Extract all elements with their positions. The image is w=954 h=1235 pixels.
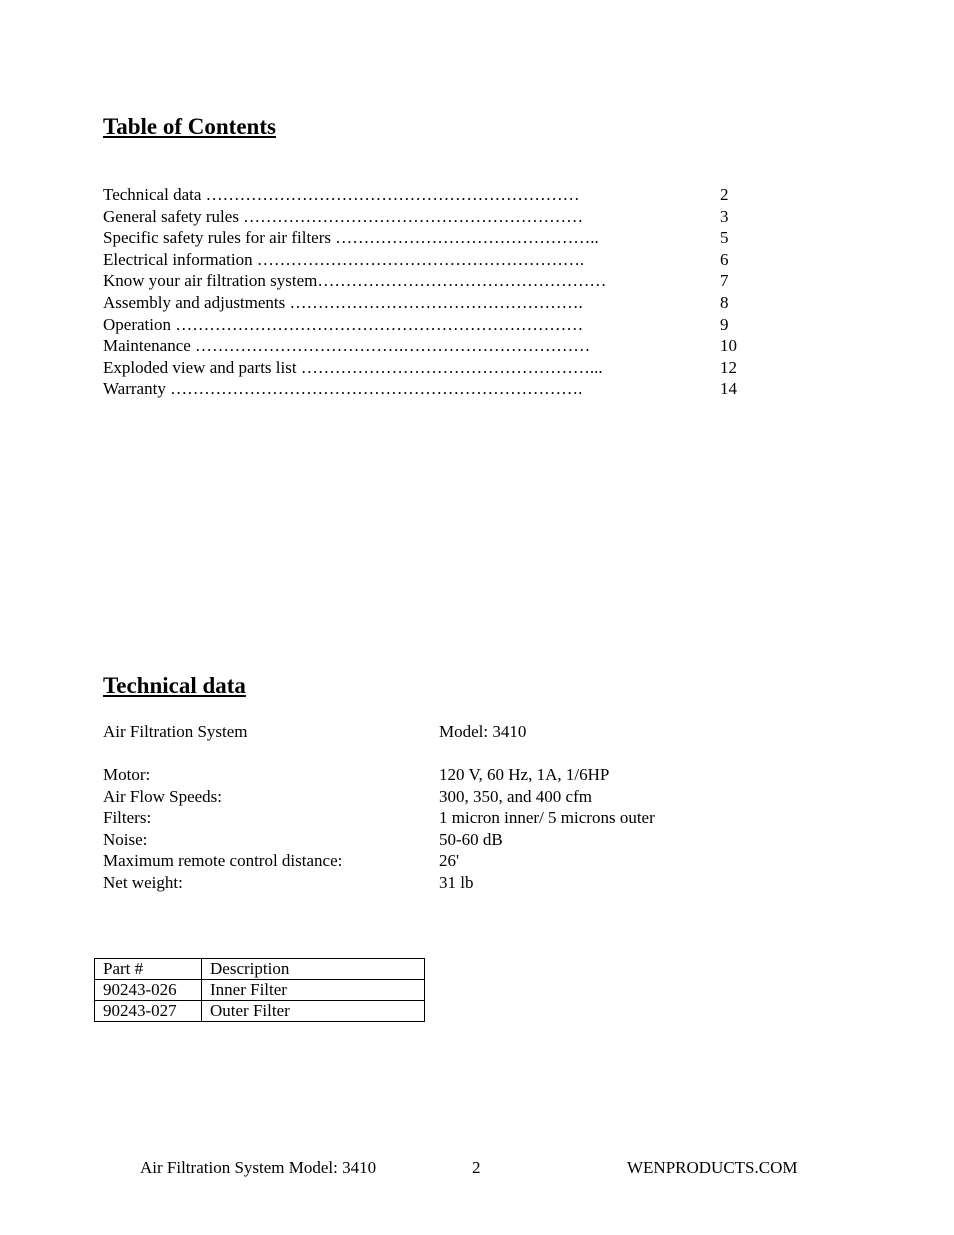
spec-list [103,764,803,894]
product-name: Air Filtration System [103,722,248,741]
toc-entry[interactable] [103,249,753,271]
part-description-cell: Outer Filter [202,1001,425,1022]
toc-entry-page: 8 [720,292,729,312]
part-number-cell: 90243-027 [95,1001,202,1022]
footer-website[interactable]: WENPRODUCTS.COM [627,1158,798,1177]
table-header-row [95,959,425,980]
toc-entry[interactable] [103,292,753,314]
toc-entry-label: Exploded view and parts list ……………………………………………... [103,357,603,377]
toc-entry-page: 10 [720,336,737,356]
spec-row [103,807,803,829]
footer-page-number: 2 [472,1158,481,1177]
toc-entry-page: 2 [720,185,729,204]
spec-label: Maximum remote control distance: [103,851,343,871]
product-model: Model: 3410 [439,722,527,741]
toc-entry-label: General safety rules …………………………………………………… [103,206,584,226]
spec-row [103,850,803,872]
table-row [95,980,425,1001]
toc-entry-page: 9 [720,314,729,334]
toc-entry-label: Electrical information …………………………………………………. [103,249,585,269]
spec-row [103,786,803,808]
spec-row [103,872,803,894]
toc-entry-label: Maintenance ……………………………….…………………………… [103,336,591,356]
toc-entry-label: Warranty ………………………………………………………………. [103,379,583,399]
spec-value: 300, 350, and 400 cfm [439,786,592,806]
toc-entry[interactable] [103,357,753,379]
toc-entry-page: 3 [720,206,729,226]
spec-row [103,764,803,786]
toc-entry-page: 14 [720,379,737,399]
toc-entry[interactable] [103,227,753,249]
toc-entry-page: 5 [720,228,729,248]
spec-value: 1 micron inner/ 5 microns outer [439,808,655,828]
toc-entry[interactable] [103,314,753,336]
toc-entry[interactable] [103,206,753,228]
spec-label: Net weight: [103,872,183,892]
toc-entry[interactable] [103,335,753,357]
part-number-cell: 90243-026 [95,980,202,1001]
table-row [95,1001,425,1022]
parts-table [94,958,425,1022]
spec-label: Filters: [103,808,152,828]
toc-entry[interactable] [103,184,753,206]
technical-data-heading: Technical data [103,673,246,698]
spec-value: 50-60 dB [439,829,503,849]
toc-entry-label: Know your air filtration system…………………………………………… [103,271,607,291]
toc-entry[interactable] [103,378,753,400]
product-model-row [103,721,803,743]
toc-entry-label: Technical data ………………………………………………………… [103,185,580,204]
toc-entry-page: 6 [720,249,729,269]
spec-label: Noise: [103,829,148,849]
toc-entry[interactable] [103,270,753,292]
footer-title: Air Filtration System Model: 3410 [140,1158,377,1177]
table-header-cell: Part # [95,959,202,980]
spec-value: 120 V, 60 Hz, 1A, 1/6HP [439,765,610,784]
table-header-cell: Description [202,959,425,980]
spec-row [103,829,803,851]
toc-heading: Table of Contents [103,114,276,139]
spec-value: 31 lb [439,872,474,892]
spec-value: 26' [439,851,460,871]
spec-label: Air Flow Speeds: [103,786,222,806]
toc-entry-page: 7 [720,271,729,291]
toc-entry-page: 12 [720,357,737,377]
toc-entry-label: Assembly and adjustments ……………………………………………. [103,292,583,312]
table-of-contents [103,184,753,400]
toc-entry-label: Specific safety rules for air filters ……………………………………….. [103,228,599,248]
spec-label: Motor: [103,765,151,784]
part-description-cell: Inner Filter [202,980,425,1001]
toc-entry-label: Operation ……………………………………………………………… [103,314,584,334]
